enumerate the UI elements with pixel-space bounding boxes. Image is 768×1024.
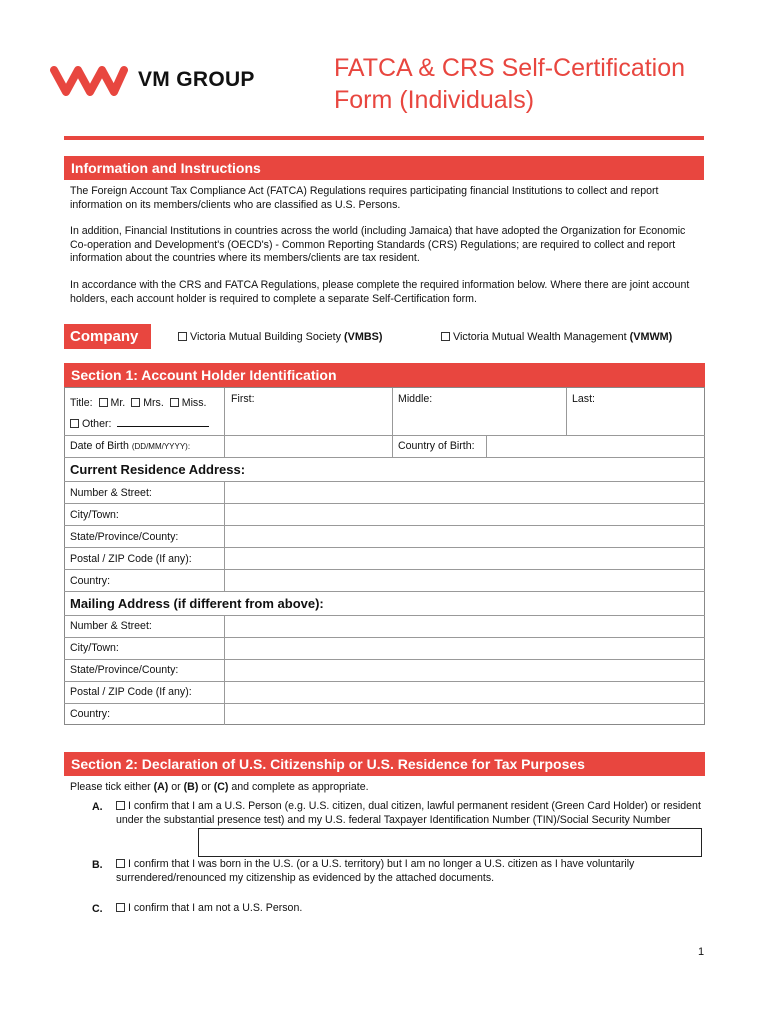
vmbs-name: Victoria Mutual Building Society	[190, 331, 342, 343]
mrs-checkbox[interactable]	[131, 398, 140, 407]
section1-heading: Section 1: Account Holder Identification	[64, 363, 705, 387]
dob-format: (DD/MM/YYYY):	[131, 442, 191, 451]
option-c-checkbox[interactable]	[116, 903, 125, 912]
section2-heading: Section 2: Declaration of U.S. Citizenship or U.S. Residence for Tax Purposes	[64, 752, 705, 776]
title-options	[70, 397, 206, 409]
company-label: Company	[64, 324, 151, 349]
current-state-label: State/Province/County:	[70, 531, 179, 543]
mrs-label: Mrs.	[143, 397, 164, 409]
dob-label	[70, 440, 190, 452]
mr-checkbox[interactable]	[99, 398, 108, 407]
form-title-line2: Form (Individuals)	[334, 86, 535, 114]
page-number: 1	[698, 946, 705, 958]
ssn-input[interactable]	[198, 828, 702, 857]
other-input[interactable]	[117, 426, 209, 427]
option-c-statement: I confirm that I am not a U.S. Person.	[128, 902, 303, 914]
other-label: Other:	[82, 418, 112, 430]
info-paragraph-3: In accordance with the CRS and FATCA Regulations, please complete the required information below. Where there are joint account holders, each account holder is required to complete a separate Self-Certification form.	[70, 279, 690, 305]
title-other	[70, 418, 209, 430]
dob-text: Date of Birth	[70, 440, 129, 452]
info-heading: Information and Instructions	[64, 156, 704, 180]
intro-end: and complete as appropriate.	[228, 781, 369, 793]
mailing-number-street-label: Number & Street:	[70, 620, 152, 632]
intro-c: (C)	[213, 781, 229, 793]
miss-checkbox[interactable]	[170, 398, 179, 407]
intro-or-1: or	[168, 781, 184, 793]
option-a-checkbox[interactable]	[116, 801, 125, 810]
company-option-vmwm[interactable]	[441, 331, 672, 343]
vm-logo-icon	[50, 62, 128, 98]
info-paragraph-1: The Foreign Account Tax Compliance Act (FATCA) Regulations requires participating financial Institutions to collect and report information on its members/clients who are classified as U.S. Persons.	[70, 185, 659, 211]
mr-label: Mr.	[110, 397, 126, 409]
section2-intro	[70, 781, 702, 795]
first-name-label: First:	[231, 393, 255, 405]
mailing-postal-label: Postal / ZIP Code (If any):	[70, 686, 192, 698]
current-city-label: City/Town:	[70, 509, 119, 521]
last-name-label: Last:	[572, 393, 595, 405]
option-a-statement: I confirm that I am a U.S. Person (e.g. U.S. citizen, dual citizen, lawful permanent resident (Green Card Holder) or resident under the substantial presence test) and my U.S. federal Taxpayer Identification Number (TIN)/Social Security Number	[116, 800, 701, 826]
middle-name-label: Middle:	[398, 393, 433, 405]
current-address-heading: Current Residence Address:	[70, 462, 246, 477]
intro-a: (A)	[153, 781, 169, 793]
mailing-state-label: State/Province/County:	[70, 664, 179, 676]
title-label: Title:	[70, 397, 93, 409]
option-b-statement: I confirm that I was born in the U.S. (or a U.S. territory) but I am no longer a U.S. citizen as I have voluntarily surrendered/renounced my citizenship as evidenced by the attached documents.	[116, 858, 635, 884]
vmbs-code: (VMBS)	[344, 331, 383, 343]
last-name-input[interactable]	[567, 404, 704, 434]
middle-name-input[interactable]	[393, 404, 565, 434]
intro-or-2: or	[198, 781, 214, 793]
vmwm-name: Victoria Mutual Wealth Management	[453, 331, 627, 343]
current-number-street-label: Number & Street:	[70, 487, 152, 499]
intro-b: (B)	[183, 781, 199, 793]
mailing-city-label: City/Town:	[70, 642, 119, 654]
form-title-line1: FATCA & CRS Self-Certification	[334, 54, 686, 82]
first-name-input[interactable]	[225, 404, 391, 434]
option-b-label: B.	[92, 859, 103, 871]
vmbs-checkbox[interactable]	[178, 332, 187, 341]
country-of-birth-input[interactable]	[487, 436, 704, 456]
option-a-label: A.	[92, 801, 103, 813]
current-postal-label: Postal / ZIP Code (If any):	[70, 553, 192, 565]
mailing-country-label: Country:	[70, 708, 111, 720]
option-b-text	[116, 858, 706, 885]
miss-label: Miss.	[181, 397, 207, 409]
intro-text: Please tick either	[70, 781, 154, 793]
company-option-vmbs[interactable]	[178, 331, 382, 343]
mailing-address-heading: Mailing Address (if different from above):	[70, 596, 324, 611]
brand-name: VM GROUP	[138, 68, 255, 91]
option-b-checkbox[interactable]	[116, 859, 125, 868]
vmwm-checkbox[interactable]	[441, 332, 450, 341]
vmwm-code: (VMWM)	[629, 331, 673, 343]
other-checkbox[interactable]	[70, 419, 79, 428]
option-c-text	[116, 902, 706, 916]
info-paragraph-2: In addition, Financial Institutions in countries across the world (including Jamaica) that have adopted the Organization for Economic Co-operation and Development's (OECD's) - Common Reporting Standards (CRS) Regulations; are required to collect and report information about the countries where its members/clients are tax resident.	[70, 225, 686, 264]
dob-input[interactable]	[225, 436, 391, 456]
header-rule	[64, 136, 704, 140]
country-of-birth-label: Country of Birth:	[398, 440, 475, 452]
form-title	[334, 52, 685, 116]
option-a-text	[116, 800, 706, 827]
current-country-label: Country:	[70, 575, 111, 587]
option-c-label: C.	[92, 903, 103, 915]
